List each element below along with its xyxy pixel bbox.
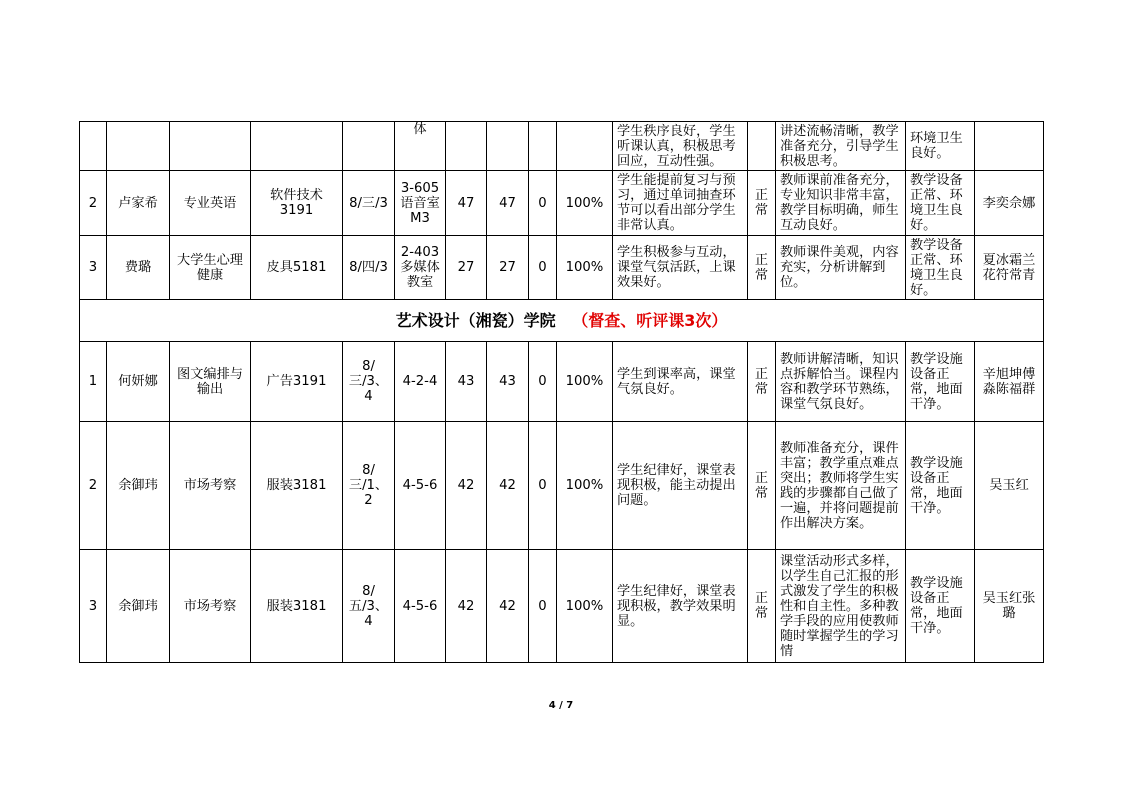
cell-course: 图文编排与输出 bbox=[170, 342, 251, 422]
cell-room: 体 bbox=[395, 122, 446, 171]
cell-student-eval: 学生能提前复习与预习，通过单词抽查环节可以看出部分学生非常认真。 bbox=[613, 171, 748, 236]
cell-inspectors: 吴玉红 bbox=[975, 422, 1044, 550]
cell-absent bbox=[529, 122, 557, 171]
cell-actual: 27 bbox=[487, 236, 529, 300]
cell-due: 47 bbox=[446, 171, 487, 236]
cell-env: 环境卫生良好。 bbox=[906, 122, 975, 171]
table-row bbox=[80, 422, 1044, 550]
cell-teacher: 卢家希 bbox=[107, 171, 170, 236]
cell-absent: 0 bbox=[529, 236, 557, 300]
cell-no: 1 bbox=[80, 342, 107, 422]
table-row bbox=[80, 236, 1044, 300]
cell-actual: 42 bbox=[487, 422, 529, 550]
cell-due: 27 bbox=[446, 236, 487, 300]
cell-time: 8/五/3、4 bbox=[343, 550, 395, 663]
cell-env: 教学设施设备正常，地面干净。 bbox=[906, 422, 975, 550]
cell-status: 正常 bbox=[748, 550, 776, 663]
cell-time: 8/三/3 bbox=[343, 171, 395, 236]
cell-course: 专业英语 bbox=[170, 171, 251, 236]
cell-no: 3 bbox=[80, 550, 107, 663]
cell-rate bbox=[557, 122, 613, 171]
cell-actual: 47 bbox=[487, 171, 529, 236]
cell-rate: 100% bbox=[557, 422, 613, 550]
cell-env: 教学设备正常、环境卫生良好。 bbox=[906, 236, 975, 300]
cell-actual: 43 bbox=[487, 342, 529, 422]
cell-student-eval: 学生积极参与互动，课堂气氛活跃，上课效果好。 bbox=[613, 236, 748, 300]
cell-class: 服装3181 bbox=[251, 550, 343, 663]
cell-actual bbox=[487, 122, 529, 171]
cell-absent: 0 bbox=[529, 171, 557, 236]
cell-student-eval: 学生纪律好，课堂表现积极，能主动提出问题。 bbox=[613, 422, 748, 550]
cell-teacher: 何妍娜 bbox=[107, 342, 170, 422]
cell-status: 正常 bbox=[748, 342, 776, 422]
cell-teacher-eval: 教师课件美观，内容充实，分析讲解到位。 bbox=[776, 236, 906, 300]
cell-course: 市场考察 bbox=[170, 422, 251, 550]
cell-absent: 0 bbox=[529, 550, 557, 663]
cell-status: 正常 bbox=[748, 236, 776, 300]
cell-class: 皮具5181 bbox=[251, 236, 343, 300]
table-row bbox=[80, 122, 1044, 171]
cell-status: 正常 bbox=[748, 171, 776, 236]
cell-time: 8/三/1、2 bbox=[343, 422, 395, 550]
cell-time: 8/三/3、4 bbox=[343, 342, 395, 422]
cell-course: 市场考察 bbox=[170, 550, 251, 663]
cell-course bbox=[170, 122, 251, 171]
cell-student-eval: 学生纪律好，课堂表现积极，教学效果明显。 bbox=[613, 550, 748, 663]
cell-inspectors bbox=[975, 122, 1044, 171]
cell-class: 服装3181 bbox=[251, 422, 343, 550]
cell-course: 大学生心理健康 bbox=[170, 236, 251, 300]
cell-due bbox=[446, 122, 487, 171]
page-number: 4 / 7 bbox=[548, 700, 574, 711]
cell-due: 43 bbox=[446, 342, 487, 422]
cell-teacher bbox=[107, 122, 170, 171]
cell-no bbox=[80, 122, 107, 171]
cell-rate: 100% bbox=[557, 171, 613, 236]
section-title: 艺术设计（湘瓷）学院 bbox=[395, 311, 556, 330]
cell-env: 教学设施设备正常，地面干净。 bbox=[906, 550, 975, 663]
cell-no: 2 bbox=[80, 422, 107, 550]
cell-no: 2 bbox=[80, 171, 107, 236]
table-row bbox=[80, 342, 1044, 422]
cell-class: 软件技术3191 bbox=[251, 171, 343, 236]
cell-teacher-eval: 教师课前准备充分，专业知识非常丰富，教学目标明确，师生互动良好。 bbox=[776, 171, 906, 236]
cell-teacher-eval: 教师准备充分，课件丰富；教学重点难点突出；教师将学生实践的步骤都自己做了一遍，并将问题提前作出解决方案。 bbox=[776, 422, 906, 550]
cell-room: 2-403多媒体教室 bbox=[395, 236, 446, 300]
cell-no: 3 bbox=[80, 236, 107, 300]
cell-env: 教学设备正常、环境卫生良好。 bbox=[906, 171, 975, 236]
table-row bbox=[80, 171, 1044, 236]
cell-inspectors: 李奕佘娜 bbox=[975, 171, 1044, 236]
section-header bbox=[80, 300, 1044, 342]
cell-rate: 100% bbox=[557, 550, 613, 663]
cell-student-eval: 学生到课率高，课堂气氛良好。 bbox=[613, 342, 748, 422]
cell-room: 4-2-4 bbox=[395, 342, 446, 422]
section-note: （督查、听评课3次） bbox=[572, 311, 728, 330]
cell-env: 教学设施设备正常，地面干净。 bbox=[906, 342, 975, 422]
cell-status: 正常 bbox=[748, 422, 776, 550]
cell-class: 广告3191 bbox=[251, 342, 343, 422]
cell-room: 3-605语音室M3 bbox=[395, 171, 446, 236]
cell-absent: 0 bbox=[529, 342, 557, 422]
cell-teacher-eval: 讲述流畅清晰，教学准备充分，引导学生积极思考。 bbox=[776, 122, 906, 171]
inspection-table bbox=[79, 121, 1044, 663]
cell-rate: 100% bbox=[557, 342, 613, 422]
table-row bbox=[80, 550, 1044, 663]
section-header-row bbox=[80, 300, 1044, 342]
cell-teacher: 余御玮 bbox=[107, 422, 170, 550]
cell-time: 8/四/3 bbox=[343, 236, 395, 300]
cell-time bbox=[343, 122, 395, 171]
cell-inspectors: 吴玉红张璐 bbox=[975, 550, 1044, 663]
cell-status bbox=[748, 122, 776, 171]
cell-student-eval: 学生秩序良好，学生听课认真，积极思考回应，互动性强。 bbox=[613, 122, 748, 171]
cell-class bbox=[251, 122, 343, 171]
cell-due: 42 bbox=[446, 550, 487, 663]
cell-teacher-eval: 课堂活动形式多样，以学生自己汇报的形式激发了学生的积极性和自主性。多种教学手段的应用使教师随时掌握学生的学习情 bbox=[776, 550, 906, 663]
cell-actual: 42 bbox=[487, 550, 529, 663]
cell-due: 42 bbox=[446, 422, 487, 550]
cell-inspectors: 辛旭坤傅淼陈福群 bbox=[975, 342, 1044, 422]
cell-teacher-eval: 教师讲解清晰，知识点拆解恰当。课程内容和教学环节熟练，课堂气氛良好。 bbox=[776, 342, 906, 422]
cell-teacher: 余御玮 bbox=[107, 550, 170, 663]
cell-teacher: 费璐 bbox=[107, 236, 170, 300]
cell-absent: 0 bbox=[529, 422, 557, 550]
cell-room: 4-5-6 bbox=[395, 550, 446, 663]
cell-room: 4-5-6 bbox=[395, 422, 446, 550]
cell-inspectors: 夏冰霜兰花符常青 bbox=[975, 236, 1044, 300]
cell-rate: 100% bbox=[557, 236, 613, 300]
